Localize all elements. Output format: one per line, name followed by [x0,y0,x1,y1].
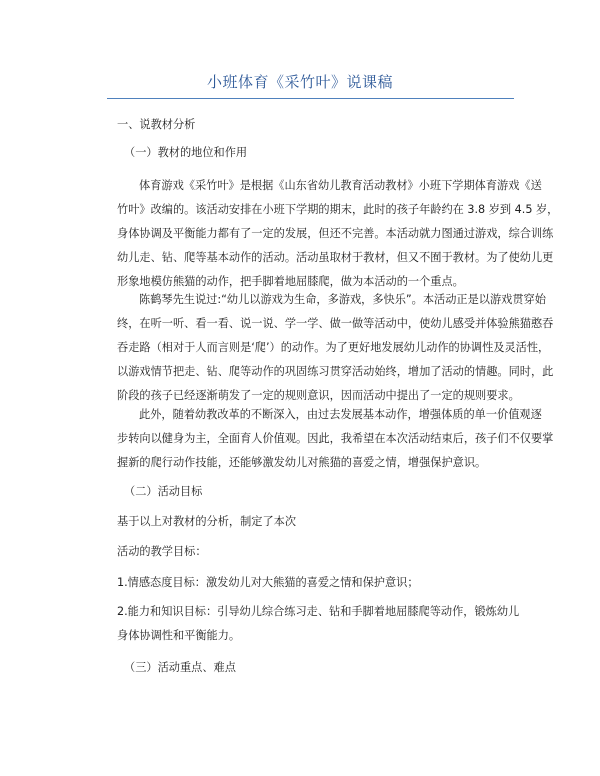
basis-line: 基于以上对教材的分析，制定了本次 [117,515,297,528]
paragraph-3-line: 此外，随着幼教改革的不断深入，由过去发展基本动作，增强体质的单一价值观逐 [139,408,542,421]
paragraph-3-line: 握新的爬行动作技能，还能够激发幼儿对熊猫的喜爱之情，增强保护意识。 [117,456,487,469]
subsection-heading-2: （二）活动目标 [124,485,203,498]
subsection-heading-1: （一）教材的地位和作用 [124,146,248,159]
section-heading-1: 一、说教材分析 [117,118,196,131]
title-underline [107,98,514,99]
paragraph-2-line: 陈鹤琴先生说过:“幼儿以游戏为生命，多游戏，多快乐”。本活动正是以游戏贯穿始 [139,293,546,306]
goal-item-2-line: 身体协调性和平衡能力。 [117,629,241,642]
paragraph-2-line: 以游戏情节把走、钻、爬等动作的巩固练习贯穿活动始终，增加了活动的情趣。同时，此 [117,365,554,378]
paragraph-1-line: 身体协调及平衡能力都有了一定的发展，但还不完善。本活动就力图通过游戏，综合训练 [117,227,554,240]
goal-item-2 [117,600,520,648]
paragraph-2-line: 吞走路（相对于人而言则是‘爬’）的动作。为了更好地发展幼儿动作的协调性及灵活性， [117,341,550,354]
paragraph-2 [117,288,554,408]
document-title: 小班体育《采竹叶》说课稿 [206,73,393,91]
paragraph-3-line: 步转向以健身为主，全面育人价值观。因此，我希望在本次活动结束后，孩子们不仅要掌 [117,432,554,445]
paragraph-1-line: 形象地模仿熊猫的动作，把手脚着地屈膝爬，做为本活动的一个重点。 [117,275,464,288]
paragraph-1-line: 幼儿走、钻、爬等基本动作的活动。活动虽取材于教材，但又不囿于教材。为了使幼儿更 [117,251,554,264]
paragraph-1-line: 竹叶》改编的。该活动安排在小班下学期的期末，此时的孩子年龄约在 3.8 岁到 4.5 岁， [117,203,559,216]
paragraph-3 [117,403,554,475]
subsection-heading-3: （三）活动重点、难点 [124,661,236,674]
paragraph-2-line: 阶段的孩子已经逐渐萌发了一定的规则意识，因而活动中提出了一定的规则要求。 [117,389,520,402]
goals-line: 活动的教学目标： [117,545,207,558]
paragraph-1-line: 体育游戏《采竹叶》是根据《山东省幼儿教育活动教材》小班下学期体育游戏《送 [139,179,542,192]
goal-item-2-line: 2.能力和知识目标：引导幼儿综合练习走、钻和手脚着地屈膝爬等动作，锻炼幼儿 [117,605,520,618]
goal-item-1: 1.情感态度目标：激发幼儿对大熊猫的喜爱之情和保护意识； [117,576,419,589]
paragraph-1 [117,174,559,294]
paragraph-2-line: 终，在听一听、看一看、说一说、学一学、做一做等活动中，使幼儿感受并体验熊猫憨吞 [117,317,554,330]
